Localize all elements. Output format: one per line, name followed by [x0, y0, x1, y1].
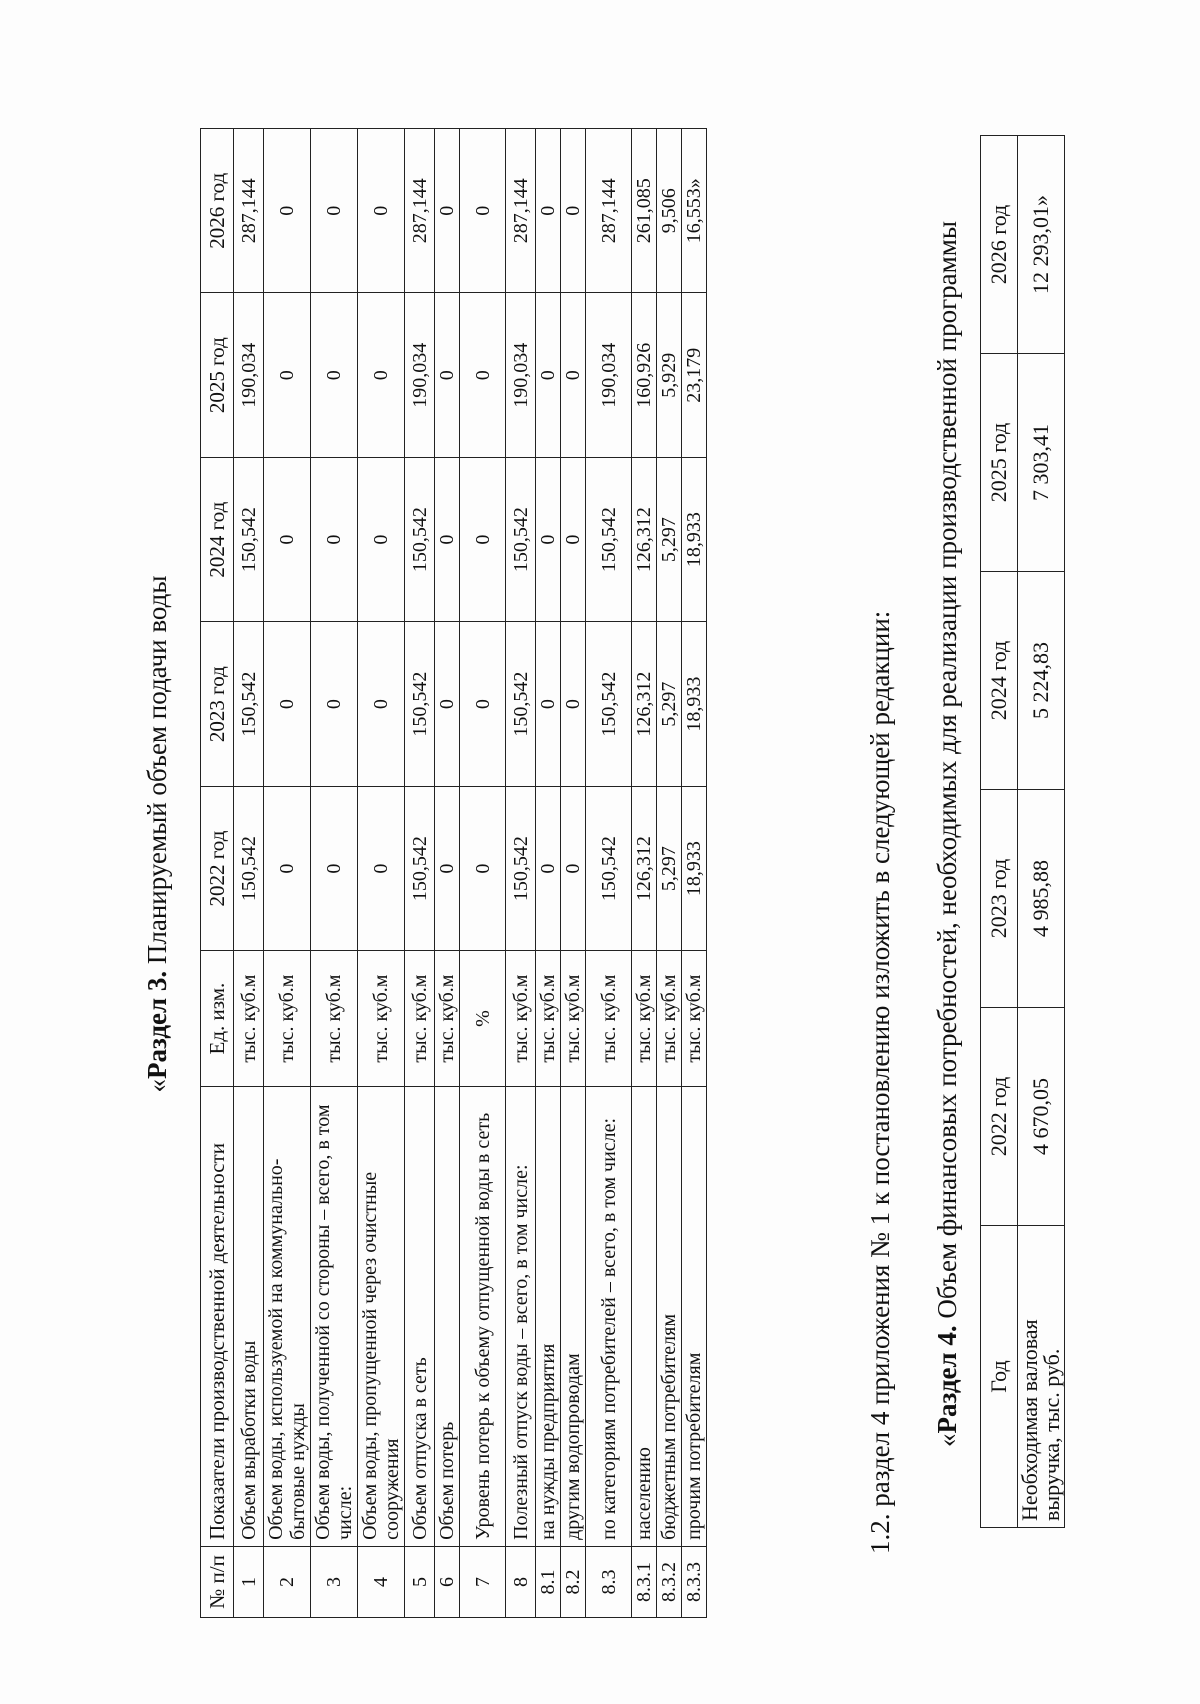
table-cell: 8.2: [561, 1546, 586, 1617]
table-cell: 1: [234, 1546, 264, 1617]
header-cell: Показатели производственной деятельности: [201, 1086, 234, 1546]
table-cell: 261,085: [632, 129, 657, 293]
header-cell: Ед. изм.: [201, 951, 234, 1087]
table-cell: 0: [264, 622, 311, 786]
table-cell: %: [460, 951, 506, 1087]
header-cell: 2023 год: [981, 790, 1018, 1008]
table-row: [657, 129, 682, 1618]
table-cell: 190,034: [506, 293, 536, 457]
table-cell: 5,297: [657, 457, 682, 621]
table-row: [405, 129, 435, 1618]
table-cell: 287,144: [506, 129, 536, 293]
table-row: [536, 129, 561, 1618]
table-cell: 7 303,41: [1018, 354, 1065, 572]
section4-heading: [932, 124, 963, 1544]
table-row: [682, 129, 707, 1618]
table-cell: 150,542: [586, 786, 632, 950]
section3-label: Раздел 3.: [142, 970, 172, 1080]
table-cell: 8.3.1: [632, 1546, 657, 1617]
table-cell: 8: [506, 1546, 536, 1617]
table-cell: 0: [561, 129, 586, 293]
table-cell: тыс. куб.м: [435, 951, 460, 1087]
table-cell: 150,542: [586, 622, 632, 786]
table-row: [506, 129, 536, 1618]
table-cell: Уровень потерь к объему отпущенной воды в сеть: [460, 1086, 506, 1546]
table-cell: Объем выработки воды: [234, 1086, 264, 1546]
table-cell: 150,542: [234, 622, 264, 786]
table-cell: 0: [435, 293, 460, 457]
table-cell: 8.3.3: [682, 1546, 707, 1617]
table-cell: 4 670,05: [1018, 1008, 1065, 1226]
table-row: [435, 129, 460, 1618]
table-row: [561, 129, 586, 1618]
table-cell: 0: [358, 457, 405, 621]
table-cell: 0: [561, 293, 586, 457]
header-cell: 2025 год: [981, 354, 1018, 572]
table-cell: тыс. куб.м: [311, 951, 358, 1087]
table-cell: 0: [311, 622, 358, 786]
table-cell: 190,034: [234, 293, 264, 457]
table-cell: 0: [561, 786, 586, 950]
table-cell: 190,034: [405, 293, 435, 457]
table-cell: 0: [264, 129, 311, 293]
table-cell: 0: [311, 786, 358, 950]
table-cell: 2: [264, 1546, 311, 1617]
table-cell: 5: [405, 1546, 435, 1617]
table-cell: 0: [561, 457, 586, 621]
table-cell: 3: [311, 1546, 358, 1617]
table-cell: 12 293,01»: [1018, 136, 1065, 354]
table-cell: 18,933: [682, 457, 707, 621]
table-cell: на нужды предприятия: [536, 1086, 561, 1546]
table-cell: тыс. куб.м: [561, 951, 586, 1087]
section3-quote: «: [142, 1079, 172, 1093]
table-cell: тыс. куб.м: [536, 951, 561, 1087]
header-cell: 2023 год: [201, 622, 234, 786]
table-cell: Объем воды, используемой на коммунально-бытовые нужды: [264, 1086, 311, 1546]
table-row: [264, 129, 311, 1618]
table-cell: 126,312: [632, 622, 657, 786]
table-cell: 0: [460, 457, 506, 621]
table-cell: тыс. куб.м: [632, 951, 657, 1087]
table-row: [632, 129, 657, 1618]
table-row: [234, 129, 264, 1618]
water-supply-header-row: [201, 129, 234, 1618]
header-cell: № п/п: [201, 1546, 234, 1617]
header-cell: Год: [981, 1226, 1018, 1528]
header-cell: 2026 год: [981, 136, 1018, 354]
table-cell: 150,542: [506, 786, 536, 950]
table-row: [460, 129, 506, 1618]
table-cell: 126,312: [632, 786, 657, 950]
financial-needs-table: [980, 135, 1065, 1528]
table-cell: прочим потребителям: [682, 1086, 707, 1546]
table-cell: 9,506: [657, 129, 682, 293]
table-cell: Объем отпуска в сеть: [405, 1086, 435, 1546]
table-cell: 0: [358, 129, 405, 293]
table-cell: 4: [358, 1546, 405, 1617]
table-row: [1018, 136, 1065, 1528]
section3-heading: [142, 124, 173, 1544]
table-cell: тыс. куб.м: [682, 951, 707, 1087]
table-cell: 0: [536, 786, 561, 950]
table-row: [311, 129, 358, 1618]
table-cell: 150,542: [234, 786, 264, 950]
table-cell: 287,144: [405, 129, 435, 293]
table-cell: по категориям потребителей – всего, в том числе:: [586, 1086, 632, 1546]
table-cell: 0: [460, 622, 506, 786]
table-cell: 0: [460, 129, 506, 293]
table-cell: 7: [460, 1546, 506, 1617]
table-cell: тыс. куб.м: [358, 951, 405, 1087]
table-cell: 160,926: [632, 293, 657, 457]
header-cell: 2026 год: [201, 129, 234, 293]
header-cell: 2024 год: [201, 457, 234, 621]
header-cell: 2024 год: [981, 572, 1018, 790]
table-cell: 150,542: [586, 457, 632, 621]
table-cell: 5,929: [657, 293, 682, 457]
section4-quote: «: [932, 1433, 962, 1447]
table-cell: 150,542: [405, 457, 435, 621]
table-cell: 190,034: [586, 293, 632, 457]
amendment-paragraph: 1.2. раздел 4 приложения № 1 к постановлению изложить в следующей редакции:: [865, 610, 895, 1554]
table-cell: 23,179: [682, 293, 707, 457]
table-cell: 8.1: [536, 1546, 561, 1617]
table-cell: Объем потерь: [435, 1086, 460, 1546]
table-cell: тыс. куб.м: [586, 951, 632, 1087]
table-cell: 18,933: [682, 622, 707, 786]
table-cell: 8.3: [586, 1546, 632, 1617]
table-cell: 0: [435, 129, 460, 293]
section4-title: Объем финансовых потребностей, необходимых для реализации производственной программы: [932, 221, 962, 1326]
table-cell: 126,312: [632, 457, 657, 621]
table-cell: тыс. куб.м: [264, 951, 311, 1087]
table-cell: Объем воды, пропущенной через очистные сооружения: [358, 1086, 405, 1546]
table-cell: 8.3.2: [657, 1546, 682, 1617]
table-cell: 0: [536, 293, 561, 457]
table-row: [358, 129, 405, 1618]
table-cell: 0: [435, 457, 460, 621]
table-cell: 150,542: [405, 786, 435, 950]
table-cell: 18,933: [682, 786, 707, 950]
table-cell: 0: [311, 457, 358, 621]
table-cell: 150,542: [234, 457, 264, 621]
table-cell: 0: [264, 786, 311, 950]
table-cell: другим водопроводам: [561, 1086, 586, 1546]
table-cell: населению: [632, 1086, 657, 1546]
table-cell: 0: [460, 293, 506, 457]
table-cell: 0: [358, 786, 405, 950]
table-cell: Полезный отпуск воды – всего, в том числе:: [506, 1086, 536, 1546]
table-cell: 5,297: [657, 786, 682, 950]
header-cell: 2022 год: [201, 786, 234, 950]
header-cell: 2022 год: [981, 1008, 1018, 1226]
table-cell: Объем воды, полученной со стороны – всего, в том числе:: [311, 1086, 358, 1546]
table-cell: 0: [536, 129, 561, 293]
financial-header-row: [981, 136, 1018, 1528]
table-cell: тыс. куб.м: [506, 951, 536, 1087]
table-cell: тыс. куб.м: [405, 951, 435, 1087]
section4-label: Раздел 4.: [932, 1325, 962, 1434]
table-cell: 0: [264, 293, 311, 457]
table-cell: 287,144: [234, 129, 264, 293]
table-cell: 0: [435, 622, 460, 786]
water-supply-table: [200, 128, 707, 1618]
table-cell: 4 985,88: [1018, 790, 1065, 1008]
table-cell: 150,542: [506, 457, 536, 621]
table-cell: 287,144: [586, 129, 632, 293]
table-cell: бюджетным потребителям: [657, 1086, 682, 1546]
section3-title: Планируемый объем подачи воды: [142, 575, 172, 971]
table-cell: Необходимая валовая выручка, тыс. руб.: [1018, 1226, 1065, 1528]
table-cell: 0: [311, 293, 358, 457]
table-cell: тыс. куб.м: [657, 951, 682, 1087]
table-cell: 0: [311, 129, 358, 293]
table-cell: 0: [264, 457, 311, 621]
table-cell: 0: [358, 622, 405, 786]
table-cell: 0: [460, 786, 506, 950]
table-cell: 150,542: [405, 622, 435, 786]
table-cell: 16,553»: [682, 129, 707, 293]
table-cell: 0: [435, 786, 460, 950]
table-cell: тыс. куб.м: [234, 951, 264, 1087]
table-cell: 0: [536, 457, 561, 621]
table-cell: 5 224,83: [1018, 572, 1065, 790]
table-cell: 0: [358, 293, 405, 457]
table-cell: 6: [435, 1546, 460, 1617]
table-cell: 0: [536, 622, 561, 786]
table-cell: 5,297: [657, 622, 682, 786]
table-cell: 0: [561, 622, 586, 786]
header-cell: 2025 год: [201, 293, 234, 457]
table-row: [586, 129, 632, 1618]
table-cell: 150,542: [506, 622, 536, 786]
